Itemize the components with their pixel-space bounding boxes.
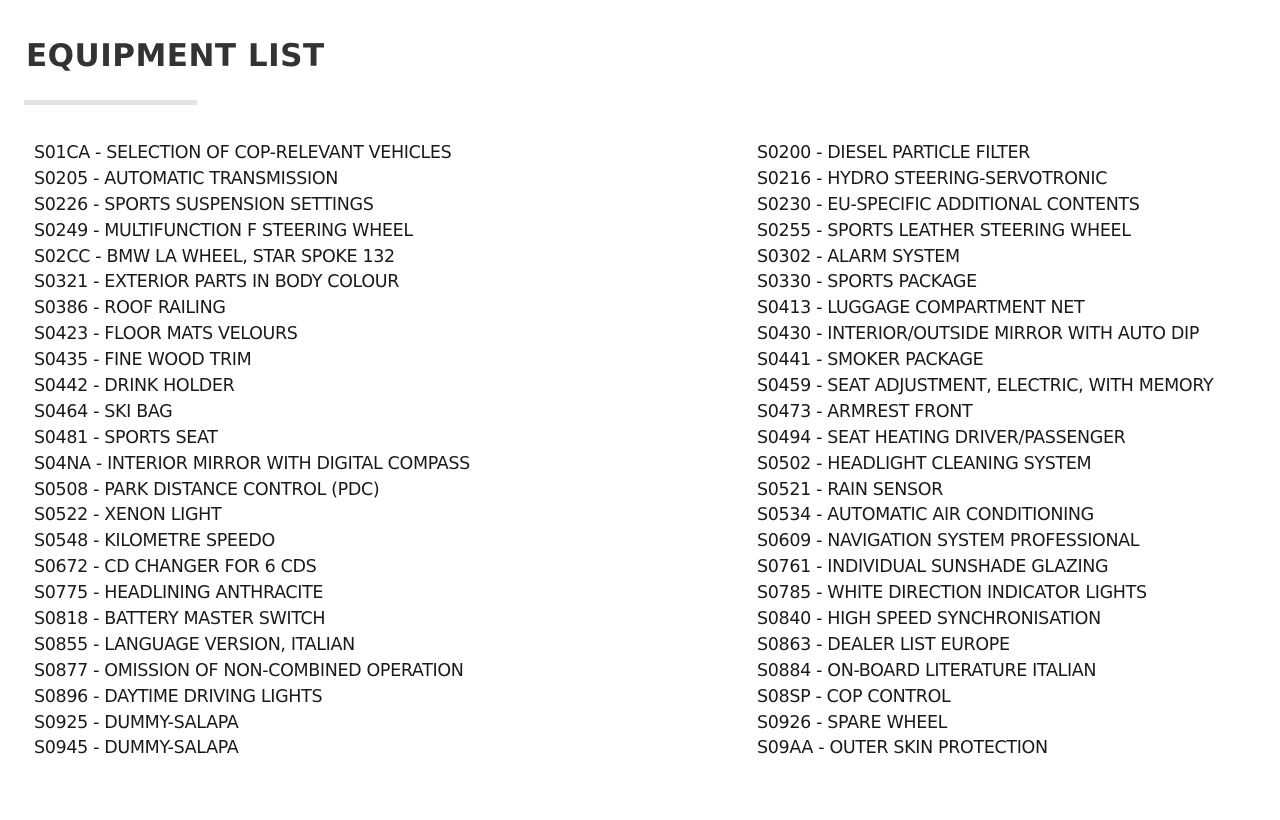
equipment-item: S0216 - HYDRO STEERING-SERVOTRONIC [757,168,1108,189]
equipment-item: S0785 - WHITE DIRECTION INDICATOR LIGHTS [757,583,1147,604]
equipment-item: S09AA - OUTER SKIN PROTECTION [757,738,1048,759]
equipment-item: S01CA - SELECTION OF COP-RELEVANT VEHICLES [34,143,452,163]
equipment-item: S0925 - DUMMY-SALAPA [34,712,239,733]
equipment-item: S04NA - INTERIOR MIRROR WITH DIGITAL COMPASS [34,453,470,474]
equipment-item: S08SP - COP CONTROL [757,686,951,707]
equipment-list-right [757,141,1267,762]
equipment-item: S0435 - FINE WOOD TRIM [34,350,252,371]
equipment-list-left [34,141,674,762]
equipment-item: S0761 - INDIVIDUAL SUNSHADE GLAZING [757,557,1109,578]
equipment-item: S0863 - DEALER LIST EUROPE [757,634,1010,655]
equipment-item: S0423 - FLOOR MATS VELOURS [34,324,298,345]
equipment-item: S0413 - LUGGAGE COMPARTMENT NET [757,298,1085,319]
equipment-item: S0877 - OMISSION OF NON-COMBINED OPERATION [34,660,464,681]
equipment-item: S0896 - DAYTIME DRIVING LIGHTS [34,686,323,707]
title-underline [24,100,197,105]
equipment-item: S0226 - SPORTS SUSPENSION SETTINGS [34,194,374,215]
equipment-item: S0534 - AUTOMATIC AIR CONDITIONING [757,505,1094,526]
equipment-item: S0494 - SEAT HEATING DRIVER/PASSENGER [757,427,1126,448]
equipment-item: S0521 - RAIN SENSOR [757,479,943,500]
equipment-item: S0255 - SPORTS LEATHER STEERING WHEEL [757,220,1131,241]
equipment-item: S0442 - DRINK HOLDER [34,376,235,397]
equipment-item: S0473 - ARMREST FRONT [757,401,973,422]
equipment-item: S0775 - HEADLINING ANTHRACITE [34,583,324,604]
equipment-item: S0945 - DUMMY-SALAPA [34,738,239,759]
equipment-item: S0249 - MULTIFUNCTION F STEERING WHEEL [34,220,413,241]
equipment-item: S0502 - HEADLIGHT CLEANING SYSTEM [757,453,1092,474]
equipment-item: S0548 - KILOMETRE SPEEDO [34,531,275,552]
equipment-item: S0200 - DIESEL PARTICLE FILTER [757,143,1030,163]
equipment-item: S0609 - NAVIGATION SYSTEM PROFESSIONAL [757,531,1140,552]
equipment-item: S0441 - SMOKER PACKAGE [757,350,984,371]
equipment-item: S0481 - SPORTS SEAT [34,427,218,448]
equipment-item: S0522 - XENON LIGHT [34,505,222,526]
equipment-item: S0818 - BATTERY MASTER SWITCH [34,609,326,630]
equipment-item: S0926 - SPARE WHEEL [757,712,948,733]
page-title: EQUIPMENT LIST [26,38,325,74]
equipment-item: S0330 - SPORTS PACKAGE [757,272,977,293]
equipment-item: S0321 - EXTERIOR PARTS IN BODY COLOUR [34,272,400,293]
equipment-item: S0508 - PARK DISTANCE CONTROL (PDC) [34,479,380,500]
equipment-item: S0884 - ON-BOARD LITERATURE ITALIAN [757,660,1097,681]
equipment-item: S0205 - AUTOMATIC TRANSMISSION [34,168,338,189]
equipment-item: S0430 - INTERIOR/OUTSIDE MIRROR WITH AUTO DIP [757,324,1200,345]
equipment-item: S0840 - HIGH SPEED SYNCHRONISATION [757,609,1101,630]
equipment-item: S0386 - ROOF RAILING [34,298,226,319]
equipment-item: S02CC - BMW LA WHEEL, STAR SPOKE 132 [34,246,395,267]
equipment-item: S0855 - LANGUAGE VERSION, ITALIAN [34,634,355,655]
equipment-item: S0459 - SEAT ADJUSTMENT, ELECTRIC, WITH MEMORY [757,376,1214,397]
equipment-item: S0302 - ALARM SYSTEM [757,246,960,267]
equipment-item: S0672 - CD CHANGER FOR 6 CDS [34,557,317,578]
equipment-item: S0230 - EU-SPECIFIC ADDITIONAL CONTENTS [757,194,1140,215]
equipment-item: S0464 - SKI BAG [34,401,173,422]
